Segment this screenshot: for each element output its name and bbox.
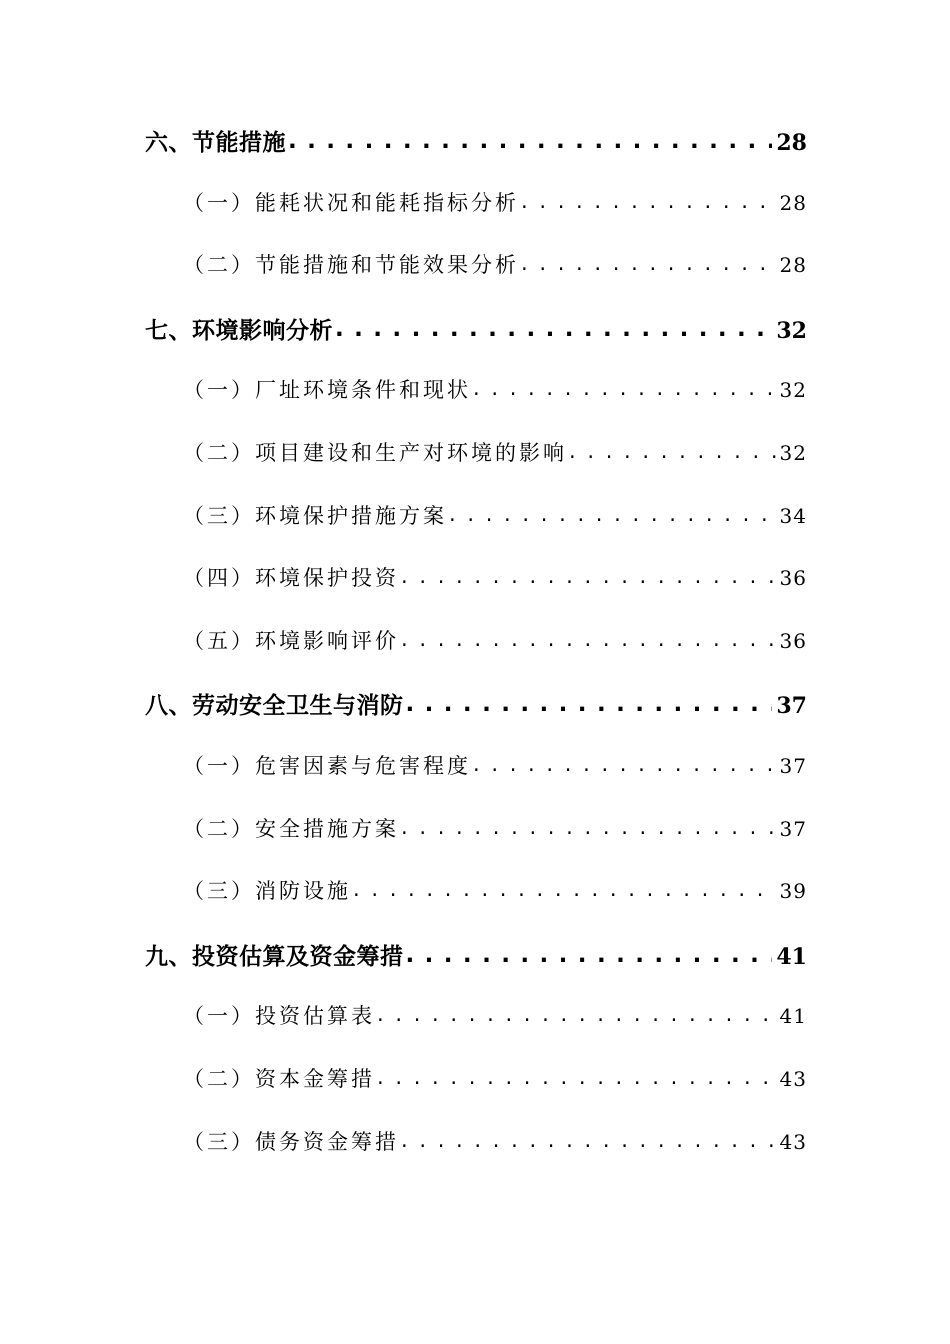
toc-entry-title: （二）项目建设和生产对环境的影响 (183, 440, 567, 465)
toc-entry-title: 七、环境影响分析 (145, 317, 333, 344)
toc-leader-dots (521, 189, 776, 213)
toc-entry-title: 六、节能措施 (145, 130, 286, 156)
toc-entry-section[interactable] (145, 1063, 807, 1126)
toc-entry-section[interactable] (145, 1000, 807, 1063)
toc-entry-chapter[interactable] (145, 312, 807, 375)
toc-entry-page: 43 (779, 1066, 807, 1091)
toc-entry-page: 36 (779, 566, 807, 591)
toc-entry-section[interactable] (145, 1126, 807, 1189)
toc-entry-title: （三）消防设施 (183, 879, 351, 904)
toc-leader-dots (406, 942, 773, 968)
toc-entry-chapter[interactable] (145, 687, 807, 750)
toc-leader-dots (473, 376, 776, 400)
toc-entry-title: （二）资本金筹措 (183, 1066, 375, 1091)
toc-entry-section[interactable] (145, 875, 807, 938)
toc-entry-section[interactable] (145, 374, 807, 437)
toc-entry-page: 41 (776, 943, 807, 970)
toc-leader-dots (353, 877, 776, 901)
toc-leader-dots (377, 1002, 776, 1026)
toc-entry-section[interactable] (145, 750, 807, 813)
toc-leader-dots (449, 502, 776, 526)
toc-entry-section[interactable] (145, 813, 807, 876)
toc-entry-page: 32 (779, 440, 807, 465)
toc-leader-dots (288, 128, 772, 154)
toc-entry-page: 37 (776, 693, 807, 720)
toc-entry-page: 43 (779, 1129, 807, 1154)
toc-leader-dots (406, 691, 773, 717)
toc-entry-page: 37 (779, 753, 807, 778)
toc-leader-dots (473, 752, 776, 776)
toc-entry-page: 32 (776, 317, 807, 344)
toc-entry-section[interactable] (145, 625, 807, 688)
toc-entry-title: （一）厂址环境条件和现状 (183, 378, 471, 403)
toc-leader-dots (569, 439, 776, 463)
toc-entry-page: 41 (779, 1004, 807, 1029)
toc-entry-chapter[interactable] (145, 124, 807, 187)
toc-entry-section[interactable] (145, 187, 807, 250)
toc-leader-dots (401, 815, 776, 839)
toc-entry-page: 28 (776, 130, 807, 156)
toc-entry-section[interactable] (145, 437, 807, 500)
table-of-contents (145, 124, 807, 1188)
toc-entry-page: 37 (779, 816, 807, 841)
toc-entry-title: 八、劳动安全卫生与消防 (145, 693, 404, 720)
toc-entry-title: （二）节能措施和节能效果分析 (183, 253, 519, 278)
toc-entry-page: 32 (779, 378, 807, 403)
toc-entry-section[interactable] (145, 562, 807, 625)
toc-entry-page: 28 (779, 190, 807, 215)
toc-leader-dots (401, 1128, 776, 1152)
toc-leader-dots (377, 1065, 776, 1089)
toc-entry-section[interactable] (145, 249, 807, 312)
toc-entry-chapter[interactable] (145, 938, 807, 1001)
toc-entry-page: 28 (779, 253, 807, 278)
toc-entry-title: （四）环境保护投资 (183, 566, 399, 591)
toc-entry-section[interactable] (145, 500, 807, 563)
toc-entry-page: 36 (779, 628, 807, 653)
toc-leader-dots (521, 251, 776, 275)
toc-leader-dots (401, 564, 776, 588)
toc-entry-title: （一）危害因素与危害程度 (183, 753, 471, 778)
toc-entry-title: （二）安全措施方案 (183, 816, 399, 841)
toc-entry-page: 39 (779, 879, 807, 904)
toc-entry-title: 九、投资估算及资金筹措 (145, 943, 404, 970)
toc-leader-dots (335, 316, 772, 342)
toc-entry-title: （三）债务资金筹措 (183, 1129, 399, 1154)
toc-entry-title: （一）投资估算表 (183, 1004, 375, 1029)
toc-entry-title: （三）环境保护措施方案 (183, 503, 447, 528)
toc-entry-title: （五）环境影响评价 (183, 628, 399, 653)
toc-entry-title: （一）能耗状况和能耗指标分析 (183, 190, 519, 215)
toc-entry-page: 34 (779, 503, 807, 528)
toc-leader-dots (401, 627, 776, 651)
